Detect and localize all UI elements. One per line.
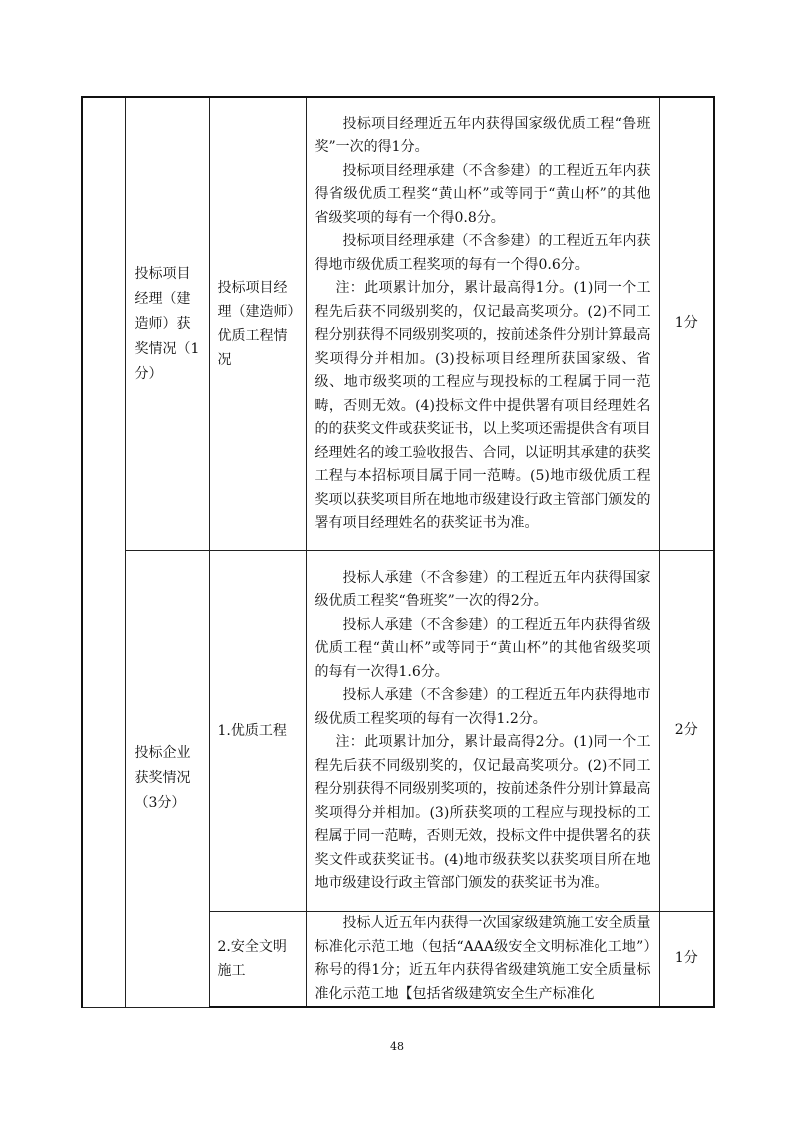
scoring-table xyxy=(81,96,715,1008)
criteria-note: 注：此项累计加分，累计最高得1分。(1)同一个工程先后获不同级别奖的，仅记最高奖项分。(2)不同工程分别获得不同级别奖项的，按前述条件分别计算最高奖项得分并相加。(3)投标项目经理所获国家级、省级、地市级奖项的工程应与现投标的工程属于同一范畴，否则无效。(4)投标文件中提供署有项目经理姓名的的获奖文件或获奖证书，以上奖项还需提供含有项目经理姓名的竣工验收报告、合同，以证明其承建的获奖工程与本招标项目属于同一范畴。(5)地市级优质工程奖项以获奖项目所在地地市级建设行政主管部门颁发的署有项目经理姓名的获奖证书为准。 xyxy=(314,280,651,531)
points-cell xyxy=(659,912,714,1008)
category-cell xyxy=(125,97,209,551)
subitem-label: 投标项目经理（建造师）优质工程情况 xyxy=(217,280,295,368)
criteria-cell xyxy=(306,551,659,912)
subitem-cell xyxy=(209,97,306,551)
criteria-paragraph: 投标项目经理承建（不含参建）的工程近五年内获得省级优质工程奖“黄山杯”或等同于“黄山杯”的其他省级奖项的每有一个得0.8分。 xyxy=(314,162,651,226)
points-value: 1分 xyxy=(674,950,698,967)
category-label: 投标项目经理（建造师）获奖情况（1分） xyxy=(134,265,200,382)
subitem-cell xyxy=(209,912,306,1008)
points-value: 1分 xyxy=(674,315,698,332)
criteria-paragraph: 投标项目经理近五年内获得国家级优质工程“鲁班奖”一次的得1分。 xyxy=(314,115,651,155)
points-value: 2分 xyxy=(674,722,698,739)
category-cell xyxy=(125,551,209,1008)
table-row xyxy=(82,97,714,551)
category-label: 投标企业获奖情况（3分） xyxy=(134,745,191,812)
criteria-cell xyxy=(306,912,659,1008)
subitem-label: 2.安全文明施工 xyxy=(217,939,287,979)
table-row xyxy=(82,551,714,912)
criteria-cell xyxy=(306,97,659,551)
criteria-paragraph: 投标人承建（不含参建）的工程近五年内获得国家级优质工程奖“鲁班奖”一次的得2分。 xyxy=(314,569,651,609)
subitem-cell xyxy=(209,551,306,912)
criteria-paragraph: 投标人承建（不含参建）的工程近五年内获得省级优质工程“黄山杯”或等同于“黄山杯”的其他省级奖项的每有一次得1.6分。 xyxy=(314,616,651,680)
criteria-paragraph: 投标人近五年内获得一次国家级建筑施工安全质量标准化示范工地（包括“AAA级安全文明标准化工地”）称号的得1分；近五年内获得省级建筑施工安全质量标准化示范工地【包括省级建筑安全生产标准化 xyxy=(314,915,651,1002)
criteria-paragraph: 投标项目经理承建（不含参建）的工程近五年内获得地市级优质工程奖项的每有一个得0.6分。 xyxy=(314,233,651,273)
subitem-label: 1.优质工程 xyxy=(217,723,287,739)
criteria-paragraph: 投标人承建（不含参建）的工程近五年内获得地市级优质工程奖项的每有一次得1.2分。 xyxy=(314,687,651,727)
points-cell xyxy=(659,551,714,912)
points-cell xyxy=(659,97,714,551)
criteria-note: 注：此项累计加分，累计最高得2分。(1)同一个工程先后获不同级别奖的，仅记最高奖项分。(2)不同工程分别获得不同级别奖项的，按前述条件分别计算最高奖项得分并相加。(3)所获奖项的工程应与现投标的工程属于同一范畴，否则无效，投标文件中提供署名的获奖文件或获奖证书。(4)地市级获奖以获奖项目所在地地市级建设行政主管部门颁发的获奖证书为准。 xyxy=(314,734,651,891)
page-number: 48 xyxy=(390,1040,404,1053)
blank-left-cell xyxy=(82,97,125,1007)
